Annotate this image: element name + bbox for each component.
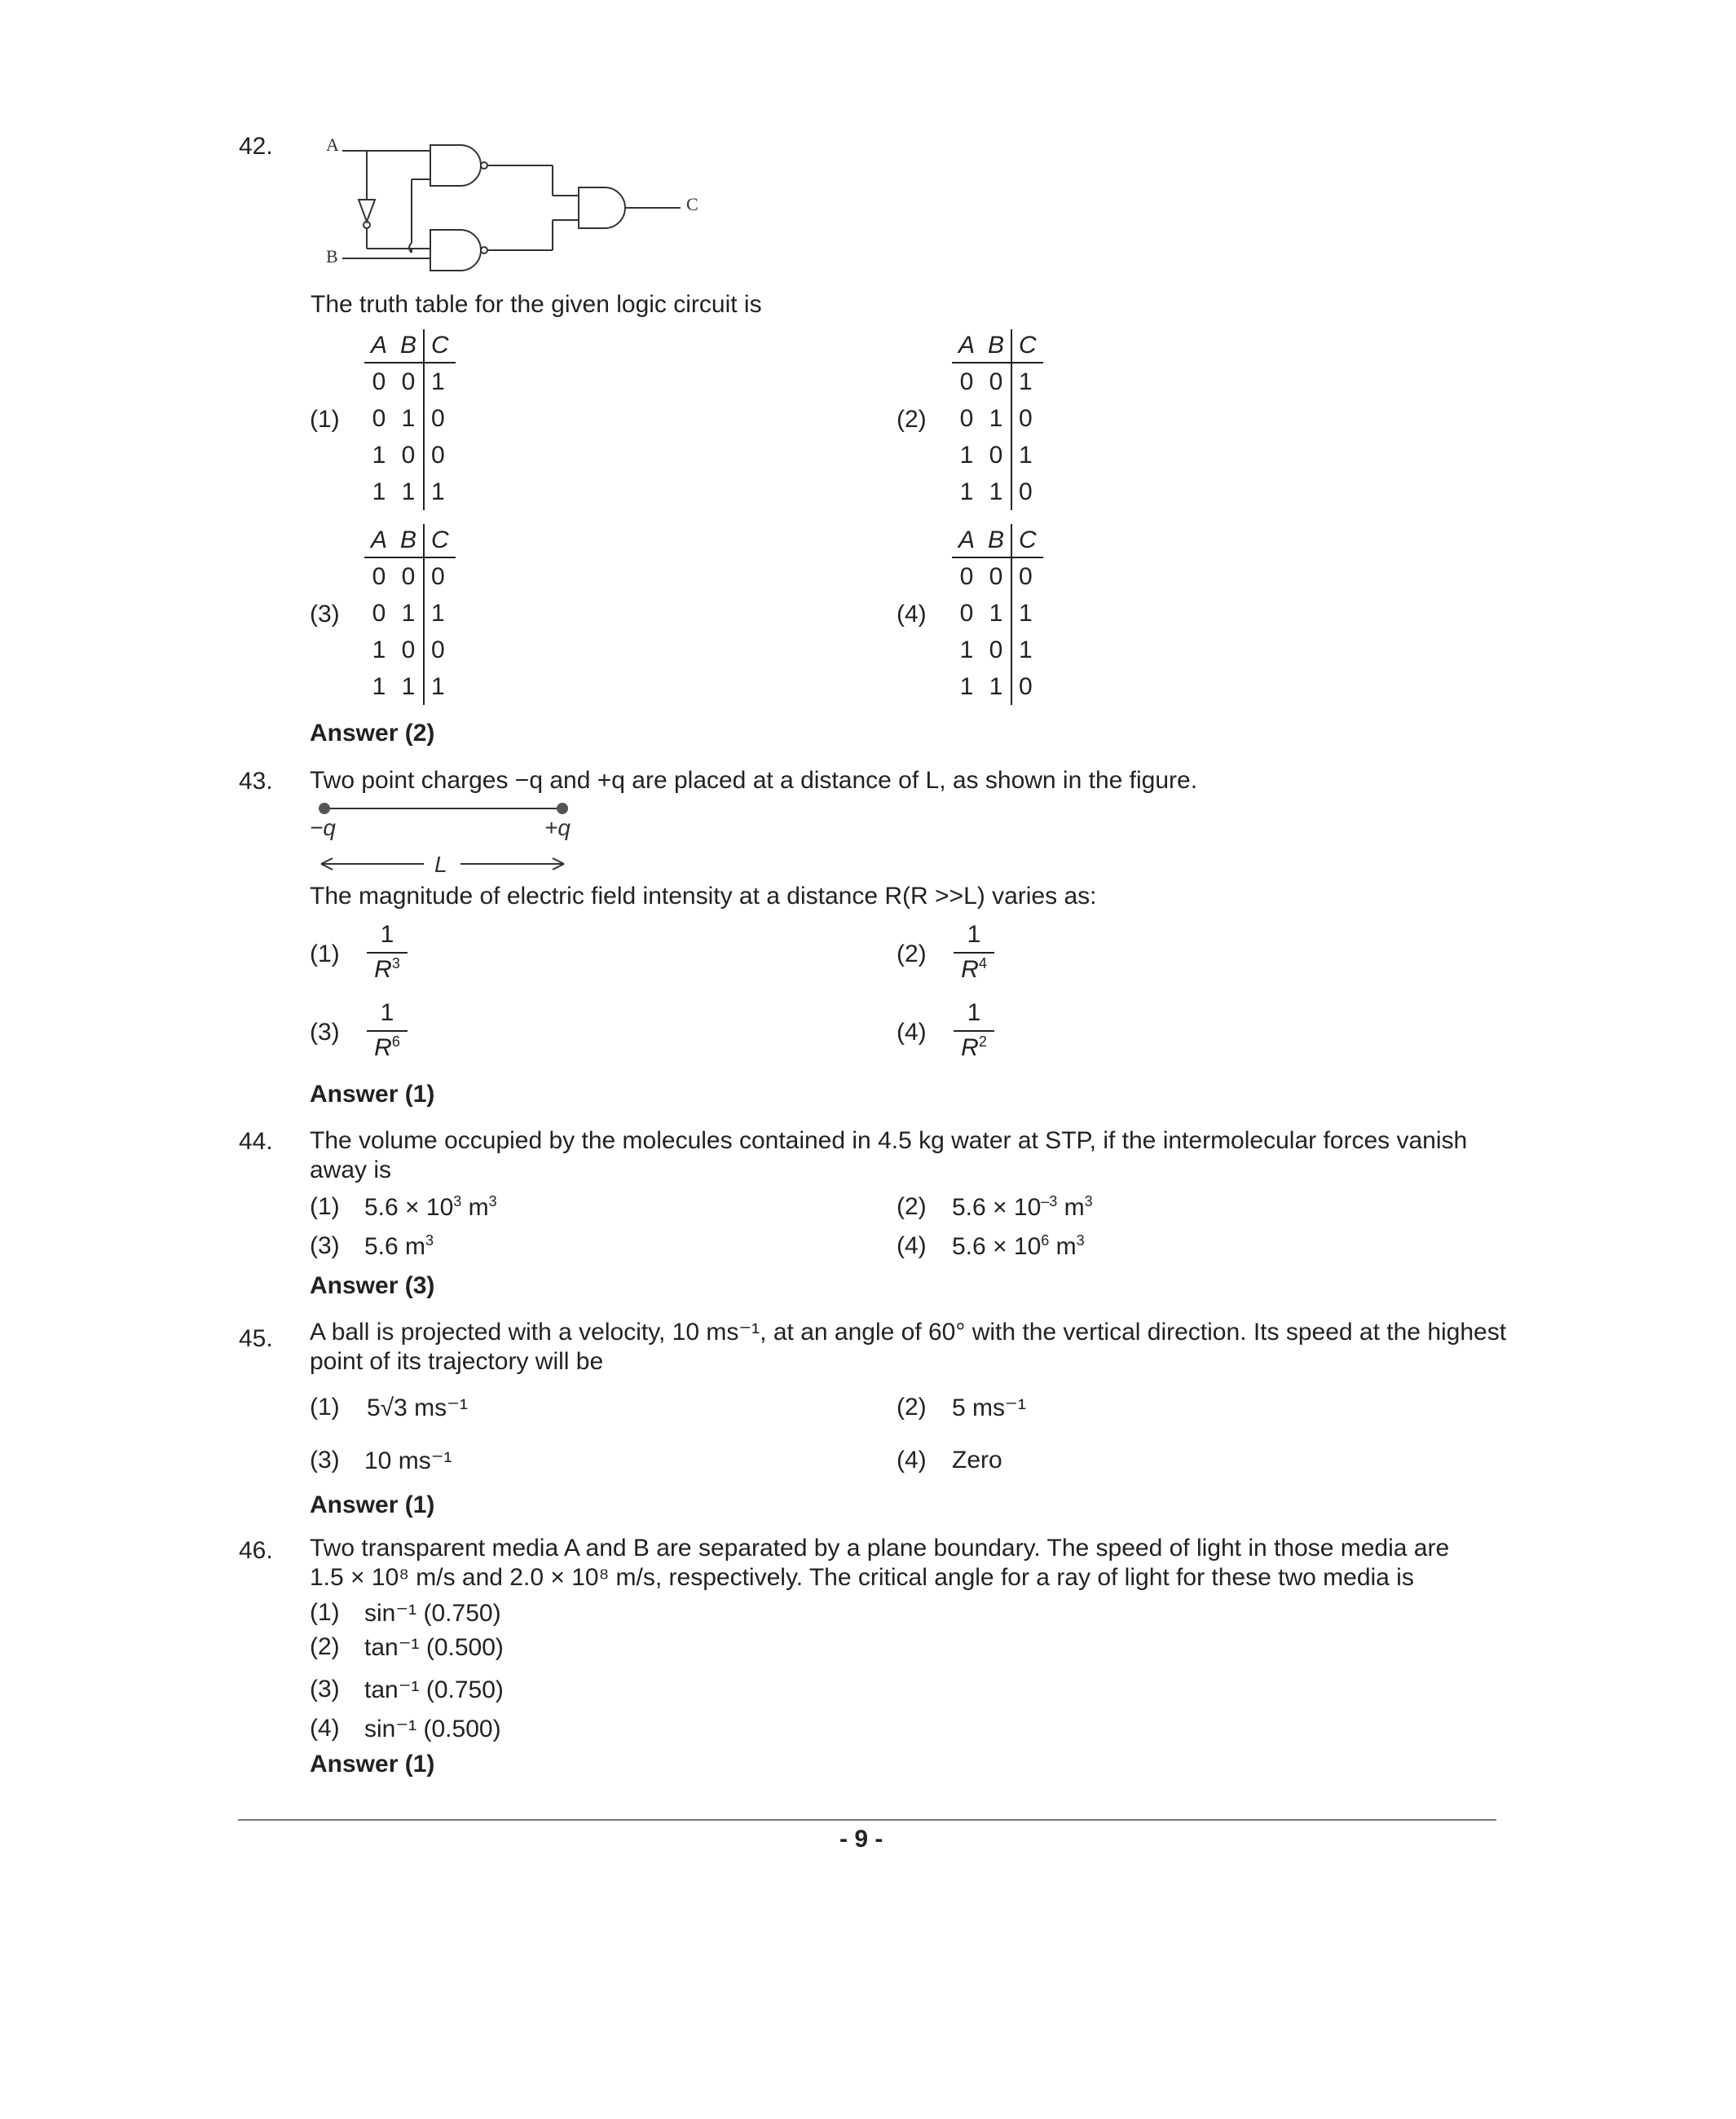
option-number: (2) — [897, 1394, 927, 1421]
question-stem-line-2: 1.5 × 10⁸ m/s and 2.0 × 10⁸ m/s, respectively. The critical angle for a ray of light for these two media is — [310, 1564, 1414, 1591]
question-stem: Two point charges −q and +q are placed at a distance of L, as shown in the figure. — [310, 767, 1198, 794]
option-number: (4) — [897, 1447, 927, 1474]
question-stem-line-1: Two transparent media A and B are separated by a plane boundary. The speed of light in those media are — [310, 1535, 1450, 1562]
fraction-option-3: $\frac{1}{R^6}$ — [367, 999, 408, 1062]
option-number: (1) — [310, 941, 340, 967]
truth-table-option-4: A B C 0 0 0 0 1 1 1 0 1 1 1 0 — [952, 524, 1043, 705]
question-number: 43. — [239, 768, 273, 795]
answer: Answer (3) — [310, 1272, 435, 1299]
fraction-option-4: $\frac{1}{R^2}$ — [954, 999, 994, 1062]
option-value: $5.6 \times 10^{-3}$ $m^3$ — [952, 1193, 1093, 1221]
option-number: (2) — [897, 941, 927, 967]
input-b-label: B — [326, 246, 338, 267]
negative-charge-label: −q — [310, 815, 336, 840]
truth-table-option-1: A B C 0 0 1 0 1 0 1 0 0 1 1 1 — [364, 329, 456, 510]
logic-circuit-diagram — [310, 130, 717, 273]
fraction-option-1: $\frac{1}{R^3}$ — [367, 921, 408, 984]
option-value: 5 ms⁻¹ — [952, 1394, 1026, 1421]
option-value: $5.6 \times 10^3$ $m^3$ — [364, 1193, 497, 1221]
input-a-label: A — [326, 134, 339, 155]
option-number: (4) — [897, 1232, 927, 1259]
option-number: (4) — [897, 1019, 927, 1046]
fraction-option-2: $\frac{1}{R^4}$ — [954, 921, 994, 984]
question-stem-2: The magnitude of electric field intensity at a distance R(R >>L) varies as: — [310, 883, 1097, 910]
option-number: (2) — [310, 1633, 340, 1660]
option-value: 10 ms⁻¹ — [364, 1447, 452, 1474]
option-number: (2) — [897, 1193, 927, 1220]
question-stem: The truth table for the given logic circuit is — [311, 291, 762, 318]
footer-divider — [238, 1819, 1496, 1821]
positive-charge-label: +q — [544, 815, 571, 840]
option-number: (4) — [310, 1715, 340, 1742]
option-value: 5.6 $m^3$ — [364, 1232, 434, 1260]
option-value: sin⁻¹ (0.750) — [364, 1600, 501, 1627]
option-value: Zero — [952, 1447, 1002, 1474]
question-stem-line-1: The volume occupied by the molecules contained in 4.5 kg water at STP, if the intermolecular forces vanish — [310, 1127, 1468, 1154]
option-number: (3) — [310, 1447, 340, 1474]
question-number: 46. — [239, 1537, 273, 1564]
dipole-figure — [310, 799, 587, 880]
option-number: (1) — [310, 1193, 340, 1220]
option-value: sin⁻¹ (0.500) — [364, 1716, 501, 1742]
option-number: (2) — [897, 406, 927, 433]
question-stem-line-2: away is — [310, 1156, 392, 1183]
option-number: (3) — [310, 601, 340, 628]
question-stem-line-2: point of its trajectory will be — [310, 1348, 604, 1375]
question-number: 42. — [239, 133, 273, 160]
question-number: 45. — [239, 1325, 273, 1352]
answer: Answer (1) — [310, 1751, 435, 1778]
option-value: tan⁻¹ (0.500) — [364, 1634, 504, 1661]
answer: Answer (1) — [310, 1491, 435, 1518]
answer: Answer (2) — [310, 720, 435, 747]
length-label: L — [434, 852, 447, 877]
option-value: 5√3 ms⁻¹ — [367, 1394, 468, 1421]
option-value: $5.6 \times 10^6$ $m^3$ — [952, 1232, 1085, 1260]
option-number: (1) — [310, 1599, 340, 1626]
page-number: - 9 - — [839, 1826, 883, 1852]
output-c-label: C — [686, 194, 698, 214]
option-value: tan⁻¹ (0.750) — [364, 1676, 504, 1703]
option-number: (3) — [310, 1676, 340, 1703]
option-number: (1) — [310, 406, 340, 433]
question-stem-line-1: A ball is projected with a velocity, 10 ms⁻¹, at an angle of 60° with the vertical direction. Its speed at the highest — [310, 1319, 1507, 1346]
question-number: 44. — [239, 1128, 273, 1155]
option-number: (4) — [897, 601, 927, 628]
option-number: (3) — [310, 1019, 340, 1046]
truth-table-option-2: A B C 0 0 1 0 1 0 1 0 1 1 1 0 — [952, 329, 1043, 510]
option-number: (3) — [310, 1232, 340, 1259]
option-number: (1) — [310, 1394, 340, 1421]
truth-table-option-3: A B C 0 0 0 0 1 1 1 0 0 1 1 1 — [364, 524, 456, 705]
answer: Answer (1) — [310, 1081, 435, 1108]
